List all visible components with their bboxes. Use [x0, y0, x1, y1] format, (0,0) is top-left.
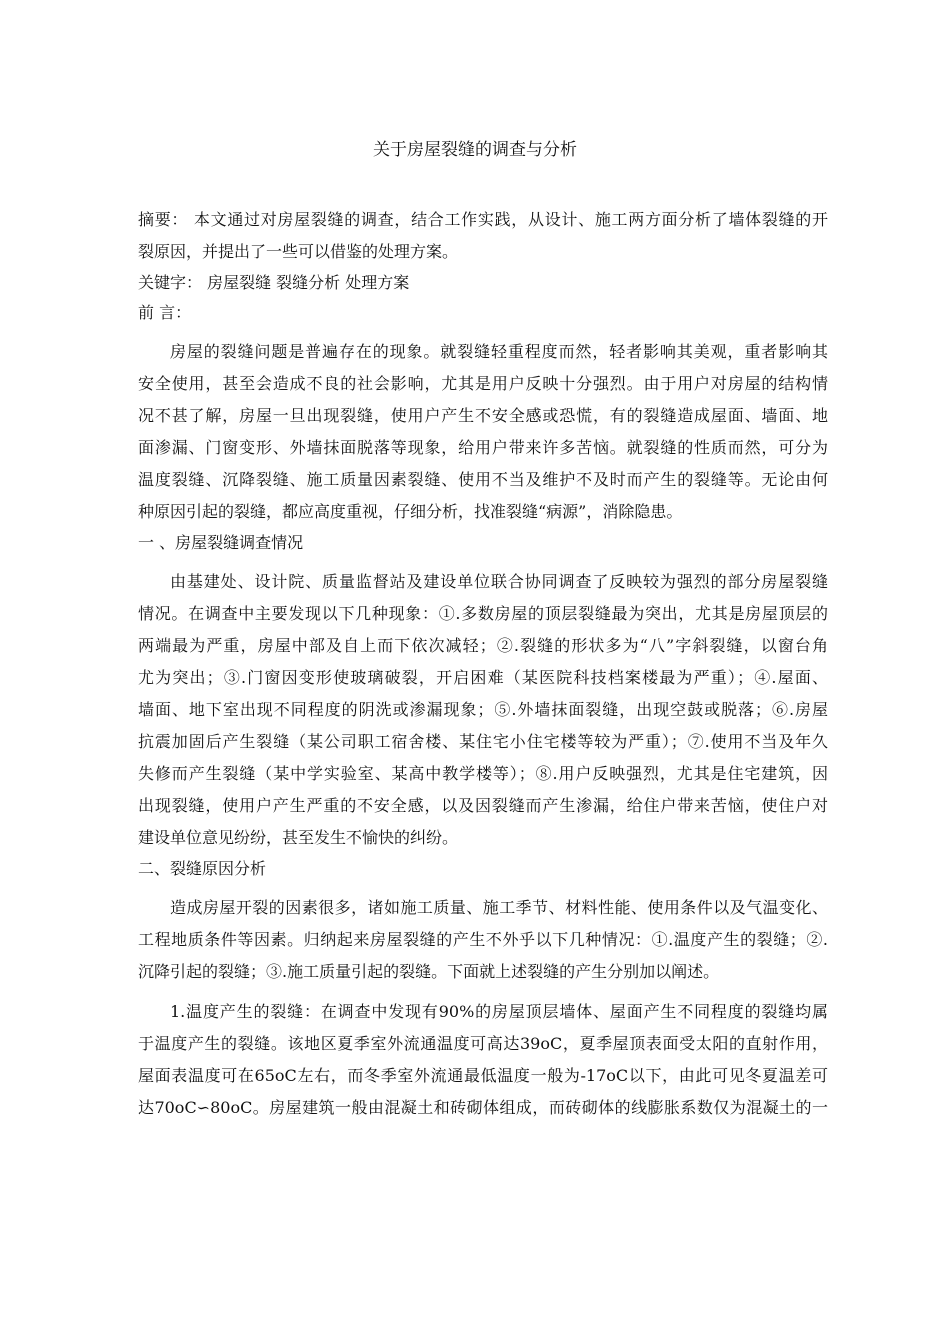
text-line: 失修而产生裂缝（某中学实验室、某高中教学楼等）；⑧.用户反映强烈，尤其是住宅建筑，因 — [138, 764, 828, 783]
text-line: 安全使用，甚至会造成不良的社会影响，尤其是用户反映十分强烈。由于用户对房屋的结构情 — [138, 374, 828, 393]
text-line: 况不甚了解，房屋一旦出现裂缝，使用户产生不安全感或恐慌，有的裂缝造成屋面、墙面、地 — [138, 406, 828, 425]
text-line: 建设单位意见纷纷，甚至发生不愉快的纠纷。 — [138, 828, 459, 847]
text-line: 工程地质条件等因素。归纳起来房屋裂缝的产生不外乎以下几种情况：①.温度产生的裂缝；②. — [138, 930, 828, 949]
document-title: 关于房屋裂缝的调查与分析 — [373, 140, 577, 160]
text-line: 屋面表温度可在65oC左右，而冬季室外流通最低温度一般为-17oC以下，由此可见冬夏温差可 — [138, 1066, 828, 1085]
subsection1-paragraph — [138, 996, 828, 1124]
text-line: 裂原因，并提出了一些可以借鉴的处理方案。 — [138, 242, 459, 261]
text-line: 尤为突出；③.门窗因变形使玻璃破裂，开启困难（某医院科技档案楼最为严重）；④.屋面、 — [138, 668, 828, 687]
text-line: 温度裂缝、沉降裂缝、施工质量因素裂缝、使用不当及维护不及时而产生的裂缝等。无论由何 — [138, 470, 828, 489]
text-line: 由基建处、设计院、质量监督站及建设单位联合协同调查了反映较为强烈的部分房屋裂缝 — [170, 572, 828, 591]
text-line: 出现裂缝，使用户产生严重的不安全感，以及因裂缝而产生渗漏，给住户带来苦恼，使住户对 — [138, 796, 828, 815]
text-line: 情况。在调查中主要发现以下几种现象：①.多数房屋的顶层裂缝最为突出，尤其是房屋顶层的 — [138, 604, 828, 623]
section-heading: 二、裂缝原因分析 — [138, 859, 267, 878]
text-line: 种原因引起的裂缝，都应高度重视，仔细分析，找准裂缝“病源”，消除隐患。 — [138, 502, 683, 521]
text-line: 面渗漏、门窗变形、外墙抹面脱落等现象，给用户带来许多苦恼。就裂缝的性质而然，可分为 — [138, 438, 828, 457]
text-line: 抗震加固后产生裂缝（某公司职工宿舍楼、某住宅小住宅楼等较为严重）；⑦.使用不当及年久 — [138, 732, 828, 751]
text-line: 房屋的裂缝问题是普遍存在的现象。就裂缝轻重程度而然，轻者影响其美观，重者影响其 — [170, 342, 828, 361]
section1-paragraph — [138, 566, 828, 854]
text-line: 达70oC∽80oC。房屋建筑一般由混凝土和砖砌体组成，而砖砌体的线膨胀系数仅为混凝土的一 — [138, 1098, 828, 1117]
document-body — [138, 204, 828, 1124]
text-line: 造成房屋开裂的因素很多，诸如施工质量、施工季节、材料性能、使用条件以及气温变化、 — [170, 898, 828, 917]
abstract — [138, 204, 828, 268]
text-line: 1.温度产生的裂缝：在调查中发现有90%的房屋顶层墙体、屋面产生不同程度的裂缝均属 — [170, 1002, 828, 1021]
text-line: 墙面、地下室出现不同程度的阴洗或渗漏现象；⑤.外墙抹面裂缝，出现空鼓或脱落；⑥.房屋 — [138, 700, 828, 719]
text-line: 摘要： 本文通过对房屋裂缝的调查，结合工作实践，从设计、施工两方面分析了墙体裂缝的开 — [138, 210, 828, 229]
text-line: 于温度产生的裂缝。该地区夏季室外流通温度可高达39oC，夏季屋顶表面受太阳的直射作用， — [138, 1034, 828, 1053]
text-line: 两端最为严重，房屋中部及自上而下依次减轻；②.裂缝的形状多为“八”字斜裂缝，以窗台角 — [138, 636, 828, 655]
keywords: 关键字： 房屋裂缝 裂缝分析 处理方案 — [138, 273, 410, 292]
preface-paragraph — [138, 336, 828, 528]
section2-paragraph — [138, 892, 828, 988]
text-line: 沉降引起的裂缝；③.施工质量引起的裂缝。下面就上述裂缝的产生分别加以阐述。 — [138, 962, 720, 981]
section-heading: 一 、房屋裂缝调查情况 — [138, 533, 304, 552]
preface-heading: 前 言： — [138, 303, 192, 322]
